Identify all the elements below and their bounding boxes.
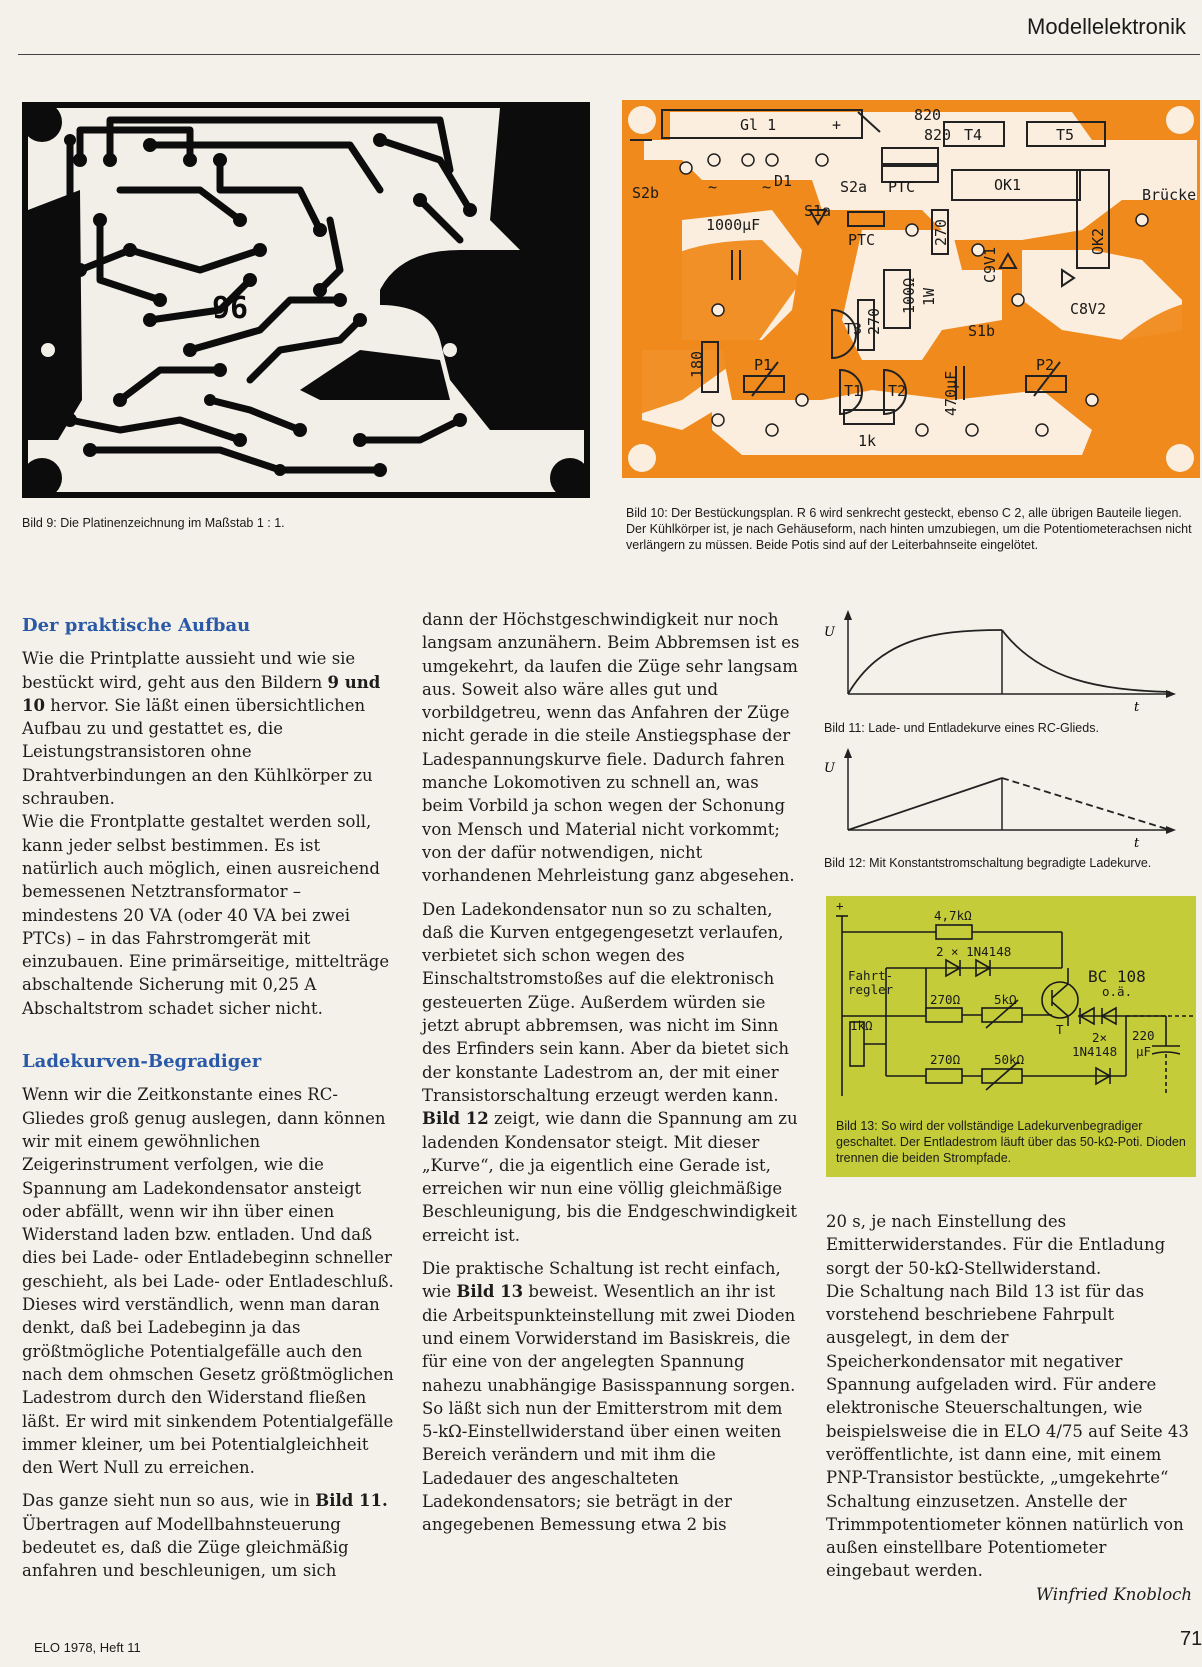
- bild13-r47k: 4,7kΩ: [934, 908, 972, 923]
- col1-p4-text-c: Übertragen auf Modellbahnsteuerung bedeutet es, daß die Züge gleichmäßig anfahren und beschleunigen, um sich: [22, 1514, 349, 1581]
- label-t3: T3: [844, 320, 863, 338]
- col1-paragraph-2: Wie die Frontplatte gestaltet werden soll, kann jeder selbst bestimmen. Es ist natürlich auch möglich, einen ausreichend bemessenen Netztransformator – mindestens 20 VA (oder 40 VA bei zwei PTCs) – in das Fahrstromgerät mit einzubauen. Eine primärseitige, mittelträge abschaltende Sicherung mit 0,25 A Abschaltstrom schadet sicher nicht.: [22, 812, 390, 1018]
- bild13-t: T: [1056, 1022, 1064, 1037]
- bild13-bc108: BC 108: [1088, 967, 1146, 986]
- label-tilde1: ~: [708, 178, 718, 196]
- bild13-diodes-top: 2 × 1N4148: [936, 944, 1012, 959]
- article-column-3: [826, 1210, 1192, 1606]
- bild13-pot50k: 50kΩ: [994, 1052, 1025, 1067]
- label-s2a: S2a: [840, 178, 868, 196]
- label-r270b: 270: [865, 307, 883, 335]
- bild12-caption: Bild 12: Mit Konstantstromschaltung begradigte Ladekurve.: [824, 856, 1152, 870]
- label-w1: 1W: [920, 287, 938, 306]
- label-t4: T4: [964, 126, 983, 144]
- col2-p2-text-c: zeigt, wie dann die Spannung am zu ladenden Kondensator steigt. Mit dieser „Kurve“, die ja eigentlich eine Gerade ist, erreichen wir nun eine völlig gleichmäßige Beschleunigung, bis die Endgeschwindigkeit erreicht ist.: [422, 1109, 798, 1245]
- bild10-placement-plan: [622, 100, 1200, 478]
- header-rule: [18, 54, 1200, 55]
- col1-p4-bold: Bild 11.: [315, 1491, 388, 1511]
- col2-p2-text-a: Den Ladekondensator nun so zu schalten, daß die Kurven entgegengesetzt verlaufen, verbietet sich schon wegen des Einschaltstromstoßes auf die elektronisch gesteuerten Züge. Außerdem würden sie jetzt abrupt abbremsen, was nicht im Sinn des Erfinders sein kann. Aber da bietet sich der konstante Ladestrom an, der mit einer Transistorschaltung erzeugt werden kann.: [422, 899, 789, 1105]
- label-c9v1: C9V1: [981, 246, 999, 283]
- bild13-pot5k: 5kΩ: [994, 992, 1017, 1007]
- footer-issue: ELO 1978, Heft 11: [34, 1640, 141, 1655]
- col2-paragraph-3: [422, 1257, 800, 1537]
- bild13-cap220a: 220: [1132, 1028, 1155, 1043]
- label-d1: D1: [774, 172, 793, 190]
- bild13-oae: o.ä.: [1102, 984, 1133, 999]
- author: Winfried Knobloch: [1036, 1584, 1192, 1604]
- label-r270a: 270: [932, 218, 950, 246]
- bild13-schematic: [826, 896, 1196, 1116]
- bild13-fahrtregler3: 1kΩ: [850, 1018, 873, 1033]
- label-tilde2: ~: [762, 178, 772, 196]
- bild11-u-label: U: [824, 625, 835, 640]
- label-r180: 180: [688, 350, 706, 378]
- label-bruecke: Brücke: [1142, 186, 1197, 204]
- col1-p1-text-c: hervor. Sie läßt einen übersichtlichen Aufbau zu und gestattet es, die Leistungstransistoren ohne Drahtverbindungen an den Kühlkörper zu schrauben.: [22, 695, 373, 809]
- bild9-pcb-layout: [20, 100, 592, 500]
- label-plus: +: [832, 116, 842, 134]
- bild13-fahrtregler1: Fahrt-: [848, 968, 894, 983]
- article-column-2: [422, 608, 800, 1537]
- bild12-t-label: t: [1134, 836, 1140, 851]
- bild11-t-label: t: [1134, 700, 1140, 715]
- label-s1b: S1b: [968, 322, 996, 340]
- bild9-board-label: 96: [212, 291, 249, 326]
- col1-paragraph-1: [22, 647, 400, 810]
- label-ptc2: PTC: [848, 231, 876, 249]
- col1-paragraph-3: Wenn wir die Zeitkonstante eines RC-Gliedes groß genug auslegen, dann können wir mit einem gewöhnlichen Zeigerinstrument verfolgen, wie die Spannung am Ladekondensator ansteigt oder abfällt, wenn wir ihn über einen Widerstand laden bzw. entladen. Und daß dies bei Lade- oder Entladebeginn schneller geschieht, als bei Lade- oder Entladeschluß. Dieses wird verständlich, wenn man daran denkt, daß bei Ladebeginn ja das größtmögliche Potentialgefälle auch den nach dem ohmschen Gesetz größtmöglichen Ladestrom durch den Widerstand fließen läßt. Er wird mit sinkendem Potentialgefälle immer kleiner, um bei Potentialgleichheit den Wert Null zu erreichen.: [22, 1085, 394, 1478]
- col2-p3-text-a: Die praktische Schaltung ist recht einfach, wie: [422, 1259, 781, 1302]
- article-column-1: [22, 614, 400, 1583]
- col2-p2-bold: Bild 12: [422, 1109, 489, 1129]
- col1-p4-text-a: Das ganze sieht nun so aus, wie in: [22, 1491, 316, 1511]
- bild10-caption: Bild 10: Der Bestückungsplan. R 6 wird senkrecht gesteckt, ebenso C 2, alle übrigen Bauteile liegen. Der Kühlkörper ist, je nach Gehäuseform, nach hinten umzubiegen, um die Potentiometerachsen nicht verlängern zu müssen. Beide Potis sind auf der Leiterbahnseite eingelötet.: [626, 506, 1192, 552]
- bild13-diodes-right2: 1N4148: [1072, 1044, 1118, 1059]
- bild13-caption: Bild 13: So wird der vollständige Ladekurvenbegradiger geschaltet. Der Entladestrom läuft über das 50-kΩ-Poti. Dioden trennen die beiden Strompfade.: [836, 1119, 1186, 1165]
- label-p1: P1: [754, 356, 773, 374]
- col3-paragraph-1: 20 s, je nach Einstellung des Emitterwiderstandes. Für die Entladung sorgt der 50-kΩ-Stellwiderstand.: [826, 1212, 1166, 1278]
- bild13-cap220b: µF: [1136, 1044, 1152, 1059]
- label-t1: T1: [844, 382, 863, 400]
- label-r820a: 820: [914, 106, 942, 124]
- label-t5: T5: [1056, 126, 1075, 144]
- bild9-caption: Bild 9: Die Platinenzeichnung im Maßstab 1 : 1.: [22, 516, 285, 530]
- label-cap1000: 1000µF: [706, 216, 761, 234]
- label-r1k: 1k: [858, 432, 877, 450]
- label-ptc1: PTC: [888, 178, 916, 196]
- bild13-r270b: 270Ω: [930, 1052, 961, 1067]
- bild13-r270a: 270Ω: [930, 992, 961, 1007]
- label-c8v2: C8V2: [1070, 300, 1107, 318]
- label-s2b: S2b: [632, 184, 660, 202]
- col1-p1-bold: 9 und 10: [22, 672, 381, 715]
- label-s1a: S1a: [804, 202, 832, 220]
- bild13-fahrtregler2: regler: [848, 982, 894, 997]
- bild11-caption: Bild 11: Lade- und Entladekurve eines RC-Glieds.: [824, 721, 1099, 735]
- col1-paragraph-4: [22, 1489, 400, 1582]
- section-label: Modellelektronik: [1027, 14, 1186, 39]
- label-ok2: OK2: [1089, 227, 1107, 255]
- label-p2: P2: [1036, 356, 1055, 374]
- label-ok1: OK1: [994, 176, 1022, 194]
- bild12-linear-curve: [820, 748, 1180, 852]
- label-c470: 470µF: [942, 370, 960, 416]
- col3-paragraph-2: Die Schaltung nach Bild 13 ist für das vorstehend beschriebene Fahrpult ausgelegt, in dem der Speicherkondensator mit negativer Spannung aufgeladen wird. Für andere elektronische Steuerschaltungen, wie beispielsweise die in ELO 4/75 auf Seite 43 veröffentlichte, ist dann eine, mit einem PNP-Transistor bestückte, „umgekehrte“ Schaltung einzusetzen. Anstelle der Trimmpotentiometer können natürlich von außen einstellbare Potentiometer eingebaut werden.: [826, 1281, 1189, 1581]
- col2-p3-text-c: beweist. Wesentlich an ihr ist die Arbeitspunkteinstellung mit zwei Dioden und einem Vorwiderstand im Basiskreis, die für eine von der angelegten Spannung nahezu unabhängige Basisspannung sorgen. So läßt sich nun der Emitterstrom mit dem 5-kΩ-Einstellwiderstand über einen weiten Bereich verändern und mit ihm die Ladedauer des angeschalteten Ladekondensators; sie beträgt in der angegebenen Bemessung etwa 2 bis: [422, 1282, 796, 1535]
- label-r100: 100Ω: [900, 277, 918, 314]
- col2-p3-bold: Bild 13: [456, 1282, 524, 1302]
- bild13-diodes-right1: 2×: [1092, 1030, 1108, 1045]
- page-number: 71: [1180, 1628, 1202, 1650]
- label-t2: T2: [888, 382, 907, 400]
- col2-paragraph-1: dann der Höchstgeschwindigkeit nur noch langsam anzunähern. Beim Abbremsen ist es umgekehrt, da laufen die Züge sehr langsam aus. Soweit also wäre alles gut und vorbildgetreu, wenn das Anfahren der Züge nicht gerade in die steile Anstiegsphase der Ladespannungskurve fiele. Dadurch fahren manche Lokomotiven zu schnell an, was beim Vorbild ja schon wegen der Schonung von Mensch und Material nicht vorkommt; von der dafür notwendigen, nicht vorhandenen Mehrleistung ganz abgesehen.: [422, 610, 800, 886]
- bild12-u-label: U: [824, 761, 835, 776]
- heading-praktischer-aufbau: Der praktische Aufbau: [22, 615, 251, 636]
- bild11-rc-curve: [820, 610, 1180, 720]
- label-gl1: Gl 1: [740, 116, 777, 134]
- col1-p1-text-a: Wie die Printplatte aussieht und wie sie bestückt wird, geht aus den Bildern: [22, 649, 356, 692]
- heading-ladekurven: Ladekurven-Begradiger: [22, 1051, 262, 1073]
- label-r820b: 820: [924, 126, 952, 144]
- bild13-plus: +: [836, 898, 844, 913]
- col2-paragraph-2: [422, 898, 800, 1247]
